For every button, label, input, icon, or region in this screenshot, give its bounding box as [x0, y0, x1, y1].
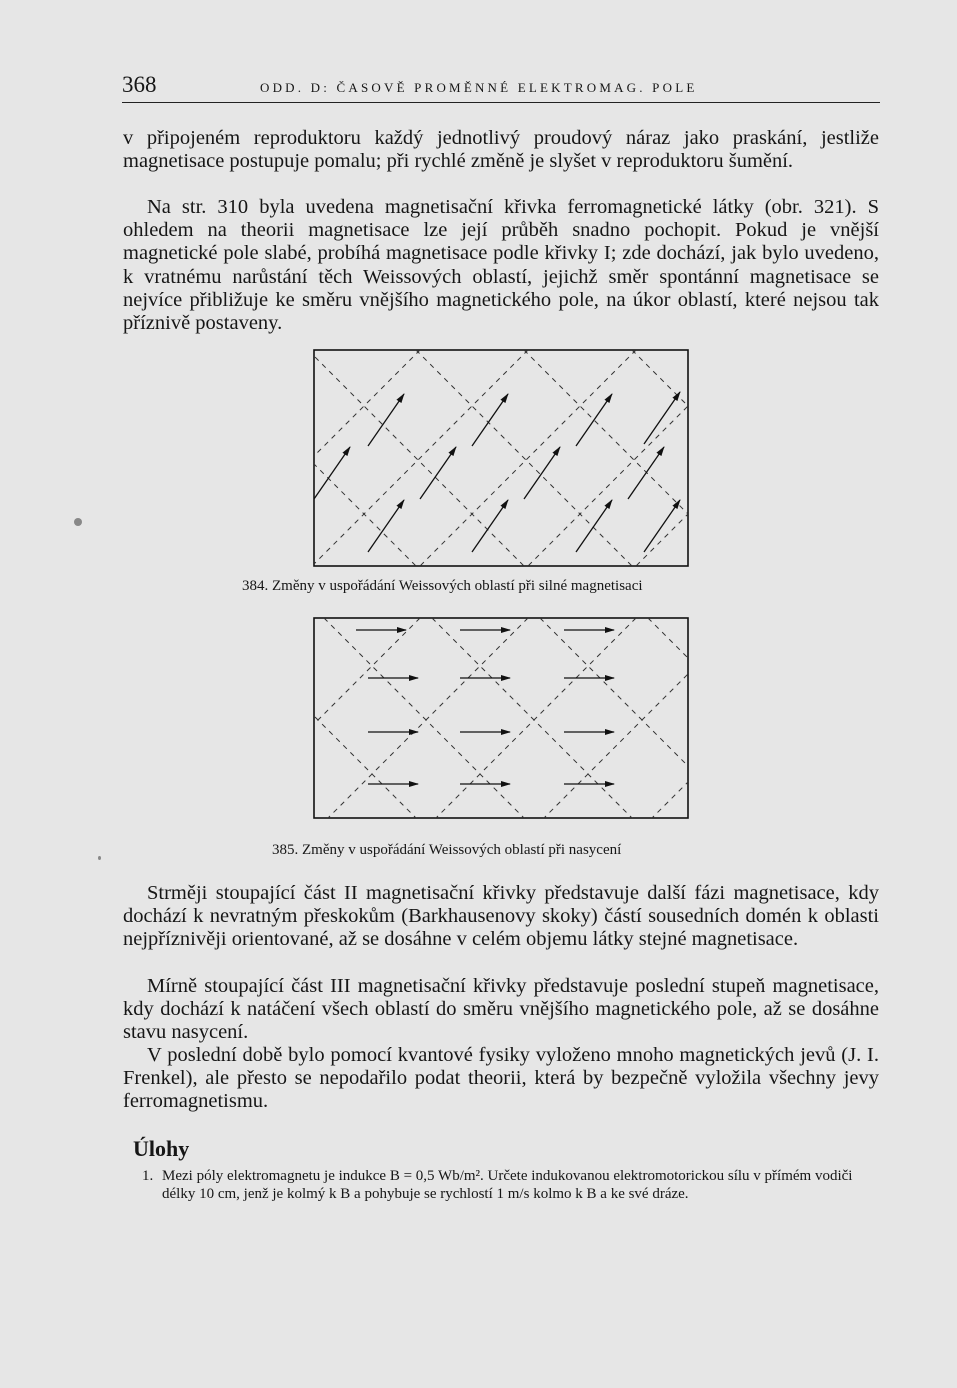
domain-wall-line: [312, 350, 528, 568]
figure-384-domains-diagonal: [312, 348, 690, 568]
domain-wall-line: [632, 350, 690, 568]
caption-385: 385. Změny v uspořádání Weissových oblastí při nasycení: [272, 842, 622, 858]
caption-384: 384. Změny v uspořádání Weissových oblastí při silné magnetisaci: [242, 578, 643, 594]
exercise-number: 1.: [142, 1168, 154, 1184]
paragraph-cast-iii: Mírně stoupající část III magnetisační křivky představuje poslední stupeň magnetisace, kdy dochází k natáčení všech oblastí do směru vnějšího magnetického pole, až se dosáhne stavu nasycení.: [123, 975, 879, 1044]
page-number: 368: [122, 72, 157, 97]
paragraph-cast-ii: Strměji stoupající část II magnetisační křivky představuje další fázi magnetisace, kdy dochází k nevratným přeskokům (Barkhausenovy skoky) částí sousedních domén k oblasti nejpříznivěji orientované, až se dosáhne v celém objemu látky stejné magnetisace.: [123, 882, 879, 951]
magnetisation-arrow-diagonal: [576, 500, 612, 552]
magnetisation-arrow-diagonal: [576, 394, 612, 446]
running-head: ODD. D: ČASOVĚ PROMĚNNÉ ELEKTROMAG. POLE: [260, 80, 698, 95]
domain-wall-line: [540, 618, 690, 820]
figure-385-domains-saturated: [312, 616, 690, 820]
magnetisation-arrow-diagonal: [368, 394, 404, 446]
domain-wall-line: [312, 350, 420, 568]
paragraph-kvantova-fysika: V poslední době bylo pomocí kvantové fysiky vyloženo mnoho magnetických jevů (J. I. Frenkel), ale přesto se nepodařilo podat theorii, která by bezpečně vyložila všechny jevy ferromagnetismu.: [123, 1044, 879, 1113]
domain-wall-line: [312, 350, 528, 568]
domain-wall-line: [312, 618, 420, 820]
domain-wall-line: [648, 618, 690, 820]
section-title-ulohy: Úlohy: [133, 1136, 190, 1161]
magnetisation-arrow-diagonal: [628, 447, 664, 499]
domain-wall-line: [524, 350, 690, 568]
domain-wall-line: [416, 350, 636, 568]
page-header: [122, 72, 880, 103]
exercise-text: Mezi póly elektromagnetu je indukce B = 0,5 Wb/m². Určete indukovanou elektromotorickou sílu v přímém vodiči délky 10 cm, jenž je kolmý k B a pohybuje se rychlostí 1 m/s kolmo k B a ke své dráze.: [162, 1168, 853, 1202]
domain-wall-line: [648, 618, 690, 820]
domain-wall-line: [540, 618, 690, 820]
magnetisation-arrow-diagonal: [524, 447, 560, 499]
margin-speck: [98, 856, 101, 860]
domain-wall-line: [632, 350, 690, 568]
domain-wall-line: [416, 350, 636, 568]
exercise-item: [142, 1167, 882, 1202]
domain-wall-line: [524, 350, 690, 568]
magnetisation-arrow-diagonal: [644, 500, 680, 552]
domain-wall-line: [312, 350, 420, 568]
magnetisation-arrow-diagonal: [644, 392, 680, 444]
magnetisation-arrow-diagonal: [368, 500, 404, 552]
magnetisation-arrow-diagonal: [472, 394, 508, 446]
magnetisation-arrow-diagonal: [314, 447, 350, 499]
paragraph-reproduktor: v připojeném reproduktoru každý jednotlivý proudový náraz jako praskání, jestliže magnetisace postupuje pomalu; při rychlé změně je slyšet v reproduktoru šumění.: [123, 127, 879, 173]
domain-wall-line: [312, 618, 420, 820]
paragraph-magnetisacni-krivka: Na str. 310 byla uvedena magnetisační křivka ferromagnetické látky (obr. 321). S ohledem na theorii magnetisace lze její průběh snadno pochopit. Pokud je vnější magnetické pole slabé, probíhá magnetisace podle křivky I; zde dochází, jak bylo uvedeno, k vratnému narůstání těch Weissových oblastí, jejichž směr spontánní magnetisace se nejvíce přibližuje ke směru vnějšího magnetického pole, na úkor oblastí, které nejsou tak příznivě postaveny.: [123, 196, 879, 335]
diagram-frame: [314, 618, 688, 818]
margin-speck: [74, 518, 82, 526]
magnetisation-arrow-diagonal: [420, 447, 456, 499]
